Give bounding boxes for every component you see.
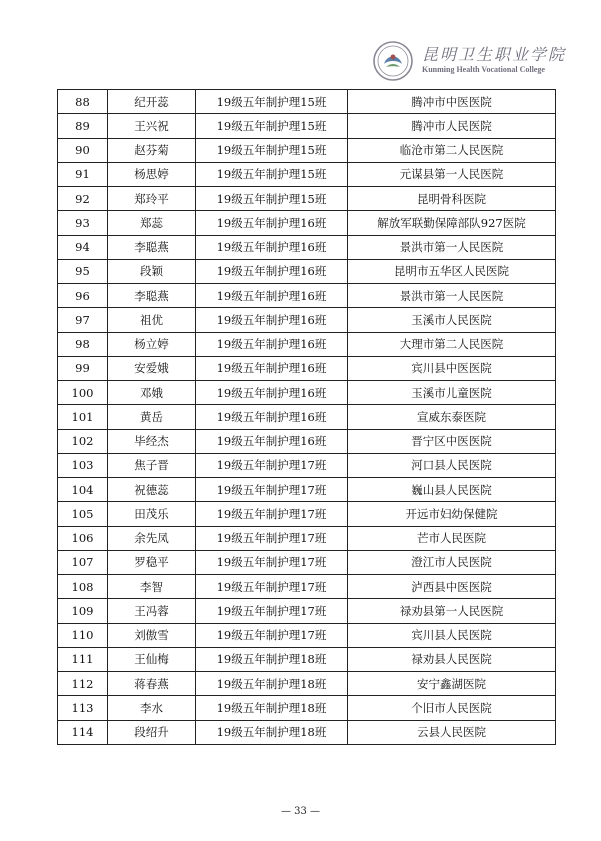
row-number: 113 xyxy=(58,696,108,720)
hospital-name: 大理市第二人民医院 xyxy=(348,332,556,356)
class-name: 19级五年制护理17班 xyxy=(196,526,348,550)
student-name: 焦子晋 xyxy=(108,453,196,477)
hospital-name: 玉溪市儿童医院 xyxy=(348,381,556,405)
table-row xyxy=(58,114,556,138)
class-name: 19级五年制护理17班 xyxy=(196,623,348,647)
row-number: 88 xyxy=(58,90,108,114)
page-number: — 33 — xyxy=(280,806,321,817)
hospital-name: 腾冲市中医医院 xyxy=(348,90,556,114)
class-name: 19级五年制护理18班 xyxy=(196,696,348,720)
college-name-en: Kunming Health Vocational College xyxy=(422,65,545,74)
student-name: 邓娥 xyxy=(108,381,196,405)
row-number: 103 xyxy=(58,453,108,477)
row-number: 98 xyxy=(58,332,108,356)
student-name: 郑蕊 xyxy=(108,211,196,235)
table-row xyxy=(58,162,556,186)
table-row xyxy=(58,478,556,502)
table-row xyxy=(58,138,556,162)
student-name: 余先凤 xyxy=(108,526,196,550)
row-number: 110 xyxy=(58,623,108,647)
table-row xyxy=(58,623,556,647)
hospital-name: 腾冲市人民医院 xyxy=(348,114,556,138)
hospital-name: 宾川县人民医院 xyxy=(348,623,556,647)
college-emblem-icon xyxy=(372,40,414,82)
class-name: 19级五年制护理17班 xyxy=(196,502,348,526)
class-name: 19级五年制护理15班 xyxy=(196,114,348,138)
row-number: 112 xyxy=(58,672,108,696)
class-name: 19级五年制护理18班 xyxy=(196,647,348,671)
hospital-name: 玉溪市人民医院 xyxy=(348,308,556,332)
table-row xyxy=(58,429,556,453)
student-name: 毕经杰 xyxy=(108,429,196,453)
hospital-name: 云县人民医院 xyxy=(348,720,556,744)
student-name: 赵芬菊 xyxy=(108,138,196,162)
student-name: 黄岳 xyxy=(108,405,196,429)
hospital-name: 巍山县人民医院 xyxy=(348,478,556,502)
table-row xyxy=(58,308,556,332)
class-name: 19级五年制护理16班 xyxy=(196,356,348,380)
row-number: 111 xyxy=(58,647,108,671)
class-name: 19级五年制护理17班 xyxy=(196,478,348,502)
student-name: 李智 xyxy=(108,575,196,599)
hospital-name: 临沧市第二人民医院 xyxy=(348,138,556,162)
row-number: 94 xyxy=(58,235,108,259)
row-number: 105 xyxy=(58,502,108,526)
row-number: 92 xyxy=(58,187,108,211)
student-name: 王冯蓉 xyxy=(108,599,196,623)
student-name: 杨思婷 xyxy=(108,162,196,186)
student-name: 安爱娥 xyxy=(108,356,196,380)
class-name: 19级五年制护理16班 xyxy=(196,332,348,356)
hospital-name: 禄劝县第一人民医院 xyxy=(348,599,556,623)
row-number: 95 xyxy=(58,259,108,283)
student-name: 刘傲雪 xyxy=(108,623,196,647)
table-row xyxy=(58,696,556,720)
college-logo xyxy=(372,40,572,82)
hospital-name: 景洪市第一人民医院 xyxy=(348,284,556,308)
table-row xyxy=(58,575,556,599)
hospital-name: 宾川县中医医院 xyxy=(348,356,556,380)
student-name: 蒋春燕 xyxy=(108,672,196,696)
class-name: 19级五年制护理16班 xyxy=(196,405,348,429)
hospital-name: 澄江市人民医院 xyxy=(348,550,556,574)
hospital-name: 开远市妇幼保健院 xyxy=(348,502,556,526)
student-name: 杨立婷 xyxy=(108,332,196,356)
hospital-name: 解放军联勤保障部队927医院 xyxy=(348,211,556,235)
class-name: 19级五年制护理15班 xyxy=(196,162,348,186)
row-number: 91 xyxy=(58,162,108,186)
student-name: 段颖 xyxy=(108,259,196,283)
hospital-name: 景洪市第一人民医院 xyxy=(348,235,556,259)
hospital-name: 昆明骨科医院 xyxy=(348,187,556,211)
class-name: 19级五年制护理16班 xyxy=(196,211,348,235)
row-number: 108 xyxy=(58,575,108,599)
hospital-name: 河口县人民医院 xyxy=(348,453,556,477)
hospital-name: 安宁鑫湖医院 xyxy=(348,672,556,696)
class-name: 19级五年制护理15班 xyxy=(196,138,348,162)
class-name: 19级五年制护理15班 xyxy=(196,90,348,114)
class-name: 19级五年制护理16班 xyxy=(196,259,348,283)
student-name: 祖优 xyxy=(108,308,196,332)
row-number: 99 xyxy=(58,356,108,380)
hospital-name: 泸西县中医医院 xyxy=(348,575,556,599)
row-number: 106 xyxy=(58,526,108,550)
college-name-cn: 昆明卫生职业学院 xyxy=(422,45,567,64)
row-number: 89 xyxy=(58,114,108,138)
class-name: 19级五年制护理15班 xyxy=(196,187,348,211)
hospital-name: 宣威东泰医院 xyxy=(348,405,556,429)
row-number: 109 xyxy=(58,599,108,623)
student-name: 罗稳平 xyxy=(108,550,196,574)
table-row xyxy=(58,211,556,235)
student-name: 田茂乐 xyxy=(108,502,196,526)
class-name: 19级五年制护理16班 xyxy=(196,235,348,259)
student-name: 纪开蕊 xyxy=(108,90,196,114)
class-name: 19级五年制护理17班 xyxy=(196,575,348,599)
table-row xyxy=(58,550,556,574)
hospital-name: 芒市人民医院 xyxy=(348,526,556,550)
table-row xyxy=(58,502,556,526)
row-number: 100 xyxy=(58,381,108,405)
row-number: 104 xyxy=(58,478,108,502)
class-name: 19级五年制护理17班 xyxy=(196,550,348,574)
hospital-name: 昆明市五华区人民医院 xyxy=(348,259,556,283)
row-number: 90 xyxy=(58,138,108,162)
class-name: 19级五年制护理16班 xyxy=(196,284,348,308)
table-row xyxy=(58,405,556,429)
class-name: 19级五年制护理18班 xyxy=(196,720,348,744)
student-name: 李聪燕 xyxy=(108,235,196,259)
student-name: 祝德蕊 xyxy=(108,478,196,502)
hospital-name: 禄劝县人民医院 xyxy=(348,647,556,671)
row-number: 97 xyxy=(58,308,108,332)
table-row xyxy=(58,647,556,671)
hospital-name: 元谋县第一人民医院 xyxy=(348,162,556,186)
student-name: 李水 xyxy=(108,696,196,720)
class-name: 19级五年制护理16班 xyxy=(196,381,348,405)
table-row xyxy=(58,526,556,550)
row-number: 101 xyxy=(58,405,108,429)
class-name: 19级五年制护理16班 xyxy=(196,429,348,453)
row-number: 107 xyxy=(58,550,108,574)
class-name: 19级五年制护理18班 xyxy=(196,672,348,696)
table-row xyxy=(58,187,556,211)
class-name: 19级五年制护理17班 xyxy=(196,453,348,477)
table-row xyxy=(58,720,556,744)
placement-table-body xyxy=(58,90,556,745)
class-name: 19级五年制护理17班 xyxy=(196,599,348,623)
table-row xyxy=(58,453,556,477)
table-row xyxy=(58,90,556,114)
student-name: 李聪燕 xyxy=(108,284,196,308)
table-row xyxy=(58,235,556,259)
student-name: 王兴祝 xyxy=(108,114,196,138)
row-number: 93 xyxy=(58,211,108,235)
class-name: 19级五年制护理16班 xyxy=(196,308,348,332)
student-name: 段绍升 xyxy=(108,720,196,744)
hospital-name: 个旧市人民医院 xyxy=(348,696,556,720)
table-row xyxy=(58,259,556,283)
table-row xyxy=(58,284,556,308)
table-row xyxy=(58,672,556,696)
student-name: 郑玲平 xyxy=(108,187,196,211)
row-number: 114 xyxy=(58,720,108,744)
table-row xyxy=(58,599,556,623)
table-row xyxy=(58,381,556,405)
row-number: 96 xyxy=(58,284,108,308)
placement-table xyxy=(57,89,556,745)
hospital-name: 晋宁区中医医院 xyxy=(348,429,556,453)
table-row xyxy=(58,356,556,380)
row-number: 102 xyxy=(58,429,108,453)
student-name: 王仙梅 xyxy=(108,647,196,671)
table-row xyxy=(58,332,556,356)
